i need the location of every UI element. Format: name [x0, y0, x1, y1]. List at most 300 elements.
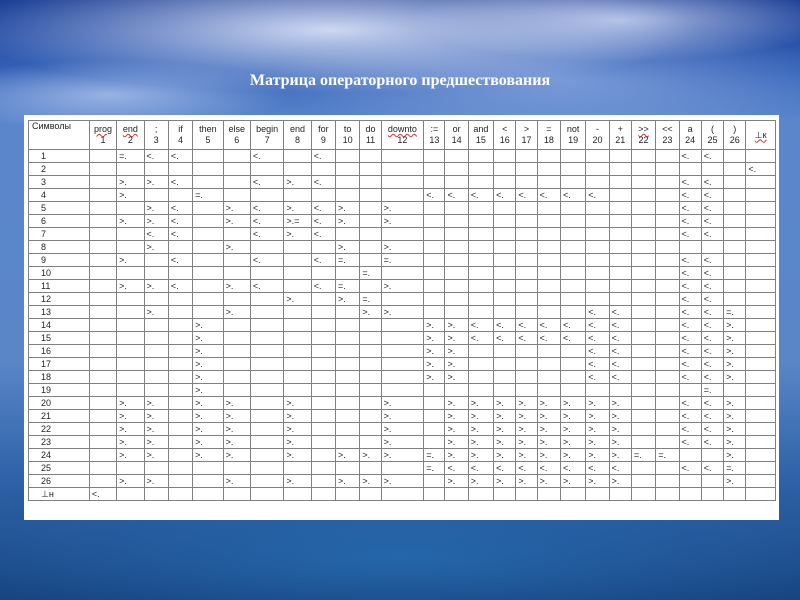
- matrix-cell: [679, 449, 701, 462]
- matrix-cell: >.: [609, 475, 631, 488]
- matrix-cell: >.: [537, 423, 560, 436]
- matrix-cell: [223, 163, 250, 176]
- matrix-cell: [311, 189, 335, 202]
- column-symbol: do: [365, 124, 376, 134]
- matrix-cell: <.: [586, 462, 609, 475]
- column-number: 16: [499, 135, 510, 145]
- matrix-cell: [381, 488, 424, 501]
- matrix-cell: [631, 410, 655, 423]
- matrix-cell: <.: [701, 254, 723, 267]
- matrix-cell: [560, 163, 585, 176]
- matrix-cell: [168, 475, 192, 488]
- matrix-cell: [424, 267, 445, 280]
- matrix-cell: [89, 241, 116, 254]
- matrix-cell: [560, 228, 585, 241]
- column-symbol: end: [122, 124, 138, 134]
- matrix-cell: [631, 475, 655, 488]
- matrix-cell: [360, 254, 381, 267]
- matrix-cell: <.: [679, 371, 701, 384]
- row-label: 6: [29, 215, 90, 228]
- column-header: [168, 121, 192, 150]
- matrix-cell: [168, 371, 192, 384]
- matrix-cell: [168, 384, 192, 397]
- column-header: [193, 121, 223, 150]
- column-symbol: or: [452, 124, 461, 134]
- matrix-cell: <.: [701, 202, 723, 215]
- matrix-cell: <.: [609, 319, 631, 332]
- matrix-cell: [537, 345, 560, 358]
- matrix-cell: <.: [701, 176, 723, 189]
- matrix-cell: [586, 202, 609, 215]
- matrix-cell: [468, 202, 493, 215]
- column-symbol: downto: [387, 124, 417, 134]
- matrix-cell: [193, 306, 223, 319]
- matrix-cell: >.: [381, 306, 424, 319]
- matrix-cell: [381, 345, 424, 358]
- matrix-cell: [89, 150, 116, 163]
- column-symbol: for: [318, 124, 329, 134]
- matrix-cell: [117, 345, 144, 358]
- matrix-cell: [746, 228, 776, 241]
- matrix-cell: [193, 163, 223, 176]
- matrix-cell: [89, 202, 116, 215]
- matrix-cell: [117, 241, 144, 254]
- column-number: 2: [127, 135, 133, 145]
- matrix-cell: [117, 488, 144, 501]
- matrix-cell: [537, 163, 560, 176]
- matrix-cell: [724, 150, 746, 163]
- matrix-cell: <.: [144, 228, 168, 241]
- matrix-cell: [537, 371, 560, 384]
- matrix-cell: >.: [144, 215, 168, 228]
- matrix-cell: [223, 267, 250, 280]
- matrix-cell: [631, 488, 655, 501]
- matrix-cell: [746, 410, 776, 423]
- matrix-cell: [516, 176, 537, 189]
- matrix-cell: >.: [724, 475, 746, 488]
- matrix-cell: >.: [468, 436, 493, 449]
- matrix-cell: [223, 228, 250, 241]
- matrix-cell: >.: [193, 397, 223, 410]
- matrix-cell: [445, 306, 468, 319]
- matrix-cell: >.: [445, 423, 468, 436]
- matrix-cell: =.: [656, 449, 679, 462]
- matrix-cell: =.: [724, 462, 746, 475]
- matrix-cell: [609, 267, 631, 280]
- matrix-cell: [586, 384, 609, 397]
- matrix-cell: [193, 488, 223, 501]
- matrix-cell: [311, 371, 335, 384]
- matrix-cell: >.: [284, 410, 311, 423]
- matrix-cell: [284, 384, 311, 397]
- matrix-cell: [193, 462, 223, 475]
- matrix-cell: >.: [724, 371, 746, 384]
- matrix-cell: >.: [424, 358, 445, 371]
- matrix-cell: >.: [724, 332, 746, 345]
- row-label: 16: [29, 345, 90, 358]
- matrix-cell: [193, 215, 223, 228]
- matrix-cell: <.: [609, 358, 631, 371]
- column-header: [679, 121, 701, 150]
- matrix-cell: >.: [223, 410, 250, 423]
- column-symbol: <<: [662, 124, 673, 134]
- matrix-cell: <.: [701, 410, 723, 423]
- column-number: 14: [451, 135, 462, 145]
- table-row: [29, 163, 776, 176]
- matrix-cell: <.: [679, 345, 701, 358]
- matrix-cell: [746, 358, 776, 371]
- matrix-cell: [494, 241, 516, 254]
- matrix-cell: [656, 189, 679, 202]
- matrix-cell: >.: [381, 423, 424, 436]
- matrix-cell: <.: [586, 371, 609, 384]
- matrix-cell: <.: [746, 163, 776, 176]
- row-label: ⊥н: [29, 488, 90, 501]
- matrix-cell: [360, 423, 381, 436]
- matrix-cell: <.: [701, 332, 723, 345]
- matrix-cell: [586, 228, 609, 241]
- matrix-cell: [746, 280, 776, 293]
- matrix-cell: >.: [468, 449, 493, 462]
- matrix-cell: [701, 475, 723, 488]
- matrix-cell: [360, 163, 381, 176]
- matrix-cell: [746, 371, 776, 384]
- matrix-cell: [586, 280, 609, 293]
- column-header: [631, 121, 655, 150]
- matrix-cell: <.: [168, 150, 192, 163]
- matrix-cell: >.: [560, 475, 585, 488]
- column-header: [609, 121, 631, 150]
- matrix-cell: <.: [679, 150, 701, 163]
- matrix-cell: =.: [117, 150, 144, 163]
- matrix-cell: >.: [193, 358, 223, 371]
- matrix-cell: [656, 462, 679, 475]
- matrix-cell: [445, 215, 468, 228]
- matrix-cell: [168, 397, 192, 410]
- matrix-cell: [360, 462, 381, 475]
- matrix-cell: >.: [284, 293, 311, 306]
- matrix-cell: [494, 215, 516, 228]
- row-label: 21: [29, 410, 90, 423]
- column-number: 20: [592, 135, 603, 145]
- column-symbol: to: [343, 124, 352, 134]
- matrix-cell: [445, 163, 468, 176]
- matrix-cell: [724, 202, 746, 215]
- matrix-cell: <.: [468, 462, 493, 475]
- matrix-cell: <.: [494, 462, 516, 475]
- matrix-cell: >.: [468, 423, 493, 436]
- matrix-cell: [424, 293, 445, 306]
- matrix-cell: [445, 176, 468, 189]
- matrix-cell: [724, 488, 746, 501]
- column-symbol: <: [502, 124, 508, 134]
- matrix-cell: [89, 410, 116, 423]
- matrix-sheet: [24, 115, 779, 520]
- matrix-cell: [468, 176, 493, 189]
- matrix-cell: [631, 462, 655, 475]
- table-row: [29, 254, 776, 267]
- matrix-cell: [144, 319, 168, 332]
- matrix-cell: [656, 475, 679, 488]
- matrix-cell: [631, 215, 655, 228]
- matrix-cell: <.: [586, 332, 609, 345]
- matrix-cell: [701, 488, 723, 501]
- matrix-cell: >.: [494, 475, 516, 488]
- table-row: [29, 475, 776, 488]
- matrix-cell: [424, 163, 445, 176]
- matrix-cell: [679, 163, 701, 176]
- matrix-cell: <.: [494, 319, 516, 332]
- matrix-cell: <.: [701, 345, 723, 358]
- matrix-cell: [336, 488, 360, 501]
- matrix-cell: [311, 306, 335, 319]
- matrix-cell: [117, 228, 144, 241]
- row-label: 10: [29, 267, 90, 280]
- matrix-cell: >.: [336, 241, 360, 254]
- matrix-cell: [724, 176, 746, 189]
- matrix-cell: [609, 241, 631, 254]
- matrix-cell: [516, 488, 537, 501]
- matrix-cell: [586, 163, 609, 176]
- matrix-cell: [250, 475, 283, 488]
- matrix-cell: [89, 397, 116, 410]
- matrix-cell: [516, 293, 537, 306]
- matrix-cell: [424, 150, 445, 163]
- matrix-cell: <.: [679, 306, 701, 319]
- matrix-cell: >.: [445, 449, 468, 462]
- matrix-cell: [223, 189, 250, 202]
- column-number: 22: [638, 135, 649, 145]
- matrix-cell: [89, 163, 116, 176]
- matrix-cell: [250, 345, 283, 358]
- matrix-cell: [724, 280, 746, 293]
- matrix-cell: <.: [468, 189, 493, 202]
- table-row: [29, 293, 776, 306]
- matrix-cell: [360, 332, 381, 345]
- matrix-cell: [609, 384, 631, 397]
- matrix-cell: [656, 267, 679, 280]
- column-number: 21: [615, 135, 626, 145]
- matrix-cell: [336, 345, 360, 358]
- column-header: [537, 121, 560, 150]
- matrix-cell: >.: [586, 397, 609, 410]
- matrix-cell: [336, 319, 360, 332]
- matrix-cell: [445, 384, 468, 397]
- matrix-cell: [117, 332, 144, 345]
- matrix-cell: [494, 280, 516, 293]
- matrix-cell: [679, 488, 701, 501]
- matrix-cell: >.: [223, 241, 250, 254]
- matrix-cell: >.: [468, 475, 493, 488]
- matrix-cell: =.: [424, 462, 445, 475]
- matrix-cell: [223, 332, 250, 345]
- matrix-cell: [560, 488, 585, 501]
- matrix-cell: [631, 332, 655, 345]
- matrix-cell: >.: [284, 202, 311, 215]
- column-symbol: begin: [256, 124, 279, 134]
- matrix-cell: [468, 488, 493, 501]
- table-row: [29, 397, 776, 410]
- matrix-cell: [746, 202, 776, 215]
- matrix-cell: [336, 397, 360, 410]
- matrix-cell: [631, 150, 655, 163]
- matrix-cell: [89, 189, 116, 202]
- matrix-cell: [311, 345, 335, 358]
- matrix-cell: <.: [168, 215, 192, 228]
- column-number: 6: [234, 135, 240, 145]
- matrix-cell: >.: [381, 202, 424, 215]
- matrix-cell: [424, 254, 445, 267]
- matrix-cell: [609, 202, 631, 215]
- matrix-cell: <.: [468, 332, 493, 345]
- matrix-cell: [336, 176, 360, 189]
- matrix-cell: >.: [284, 176, 311, 189]
- matrix-cell: [193, 241, 223, 254]
- matrix-cell: [746, 345, 776, 358]
- matrix-cell: >.: [560, 436, 585, 449]
- matrix-cell: <.: [701, 280, 723, 293]
- matrix-cell: [746, 215, 776, 228]
- column-header: [494, 121, 516, 150]
- matrix-cell: [381, 293, 424, 306]
- matrix-cell: [144, 462, 168, 475]
- matrix-cell: [656, 241, 679, 254]
- matrix-cell: <.: [701, 150, 723, 163]
- matrix-cell: [360, 189, 381, 202]
- matrix-cell: >.: [586, 475, 609, 488]
- matrix-cell: [724, 228, 746, 241]
- matrix-cell: [424, 215, 445, 228]
- matrix-cell: >.: [144, 306, 168, 319]
- matrix-cell: [144, 293, 168, 306]
- column-symbol: >: [523, 124, 530, 134]
- matrix-cell: [311, 488, 335, 501]
- matrix-cell: >.: [537, 397, 560, 410]
- matrix-cell: >.: [445, 345, 468, 358]
- matrix-cell: [89, 384, 116, 397]
- matrix-cell: >.: [193, 332, 223, 345]
- table-row: [29, 436, 776, 449]
- matrix-cell: [284, 488, 311, 501]
- matrix-cell: [311, 319, 335, 332]
- matrix-cell: [494, 306, 516, 319]
- matrix-cell: [586, 241, 609, 254]
- matrix-cell: >.: [724, 397, 746, 410]
- matrix-cell: [336, 371, 360, 384]
- matrix-cell: [586, 267, 609, 280]
- matrix-cell: >.: [494, 436, 516, 449]
- column-number: 25: [707, 135, 718, 145]
- matrix-cell: [468, 306, 493, 319]
- matrix-cell: [311, 241, 335, 254]
- matrix-cell: [89, 345, 116, 358]
- column-number: 15: [475, 135, 486, 145]
- matrix-cell: <.: [701, 397, 723, 410]
- matrix-cell: >.: [336, 293, 360, 306]
- matrix-cell: [609, 150, 631, 163]
- matrix-cell: [223, 358, 250, 371]
- matrix-cell: >.: [609, 397, 631, 410]
- column-header: [701, 121, 723, 150]
- matrix-cell: [516, 241, 537, 254]
- matrix-cell: [336, 189, 360, 202]
- matrix-cell: [89, 371, 116, 384]
- matrix-cell: [537, 150, 560, 163]
- matrix-cell: [360, 410, 381, 423]
- matrix-cell: =.: [701, 384, 723, 397]
- matrix-cell: [445, 254, 468, 267]
- matrix-cell: <.: [679, 410, 701, 423]
- matrix-cell: <.: [679, 215, 701, 228]
- matrix-cell: [381, 332, 424, 345]
- matrix-cell: >.: [117, 423, 144, 436]
- matrix-cell: [117, 462, 144, 475]
- matrix-cell: >.: [144, 410, 168, 423]
- matrix-cell: >.: [117, 254, 144, 267]
- matrix-cell: [746, 241, 776, 254]
- table-row: [29, 358, 776, 371]
- matrix-cell: [656, 228, 679, 241]
- matrix-cell: [250, 397, 283, 410]
- table-row: [29, 267, 776, 280]
- matrix-cell: <.: [445, 462, 468, 475]
- matrix-cell: >.: [560, 397, 585, 410]
- row-label: 26: [29, 475, 90, 488]
- matrix-cell: <.: [311, 150, 335, 163]
- matrix-cell: [250, 410, 283, 423]
- matrix-cell: [445, 488, 468, 501]
- matrix-cell: >.: [117, 176, 144, 189]
- matrix-cell: [656, 397, 679, 410]
- matrix-cell: [631, 319, 655, 332]
- matrix-cell: [360, 397, 381, 410]
- matrix-cell: [631, 189, 655, 202]
- table-row: [29, 410, 776, 423]
- matrix-cell: >.: [724, 358, 746, 371]
- matrix-cell: <.: [516, 319, 537, 332]
- matrix-cell: [516, 280, 537, 293]
- matrix-cell: <.: [250, 176, 283, 189]
- table-row: [29, 241, 776, 254]
- matrix-cell: [560, 241, 585, 254]
- matrix-cell: <.: [516, 462, 537, 475]
- matrix-cell: [360, 280, 381, 293]
- matrix-cell: [516, 358, 537, 371]
- matrix-cell: >.: [516, 449, 537, 462]
- column-header: [284, 121, 311, 150]
- matrix-cell: >.: [445, 410, 468, 423]
- matrix-cell: >.: [193, 436, 223, 449]
- matrix-cell: >.: [724, 319, 746, 332]
- matrix-cell: [168, 189, 192, 202]
- matrix-cell: <.: [537, 189, 560, 202]
- matrix-cell: >.: [223, 306, 250, 319]
- column-symbol: >>: [638, 124, 649, 134]
- matrix-cell: [468, 215, 493, 228]
- matrix-cell: [631, 397, 655, 410]
- matrix-cell: >.: [144, 280, 168, 293]
- matrix-cell: [168, 358, 192, 371]
- matrix-cell: [656, 163, 679, 176]
- matrix-cell: >.: [424, 345, 445, 358]
- matrix-cell: >.: [381, 475, 424, 488]
- matrix-cell: [250, 449, 283, 462]
- matrix-cell: <.: [679, 202, 701, 215]
- column-header: [250, 121, 283, 150]
- column-symbol: ⊥к: [754, 129, 767, 140]
- matrix-cell: [168, 293, 192, 306]
- matrix-cell: >.: [586, 410, 609, 423]
